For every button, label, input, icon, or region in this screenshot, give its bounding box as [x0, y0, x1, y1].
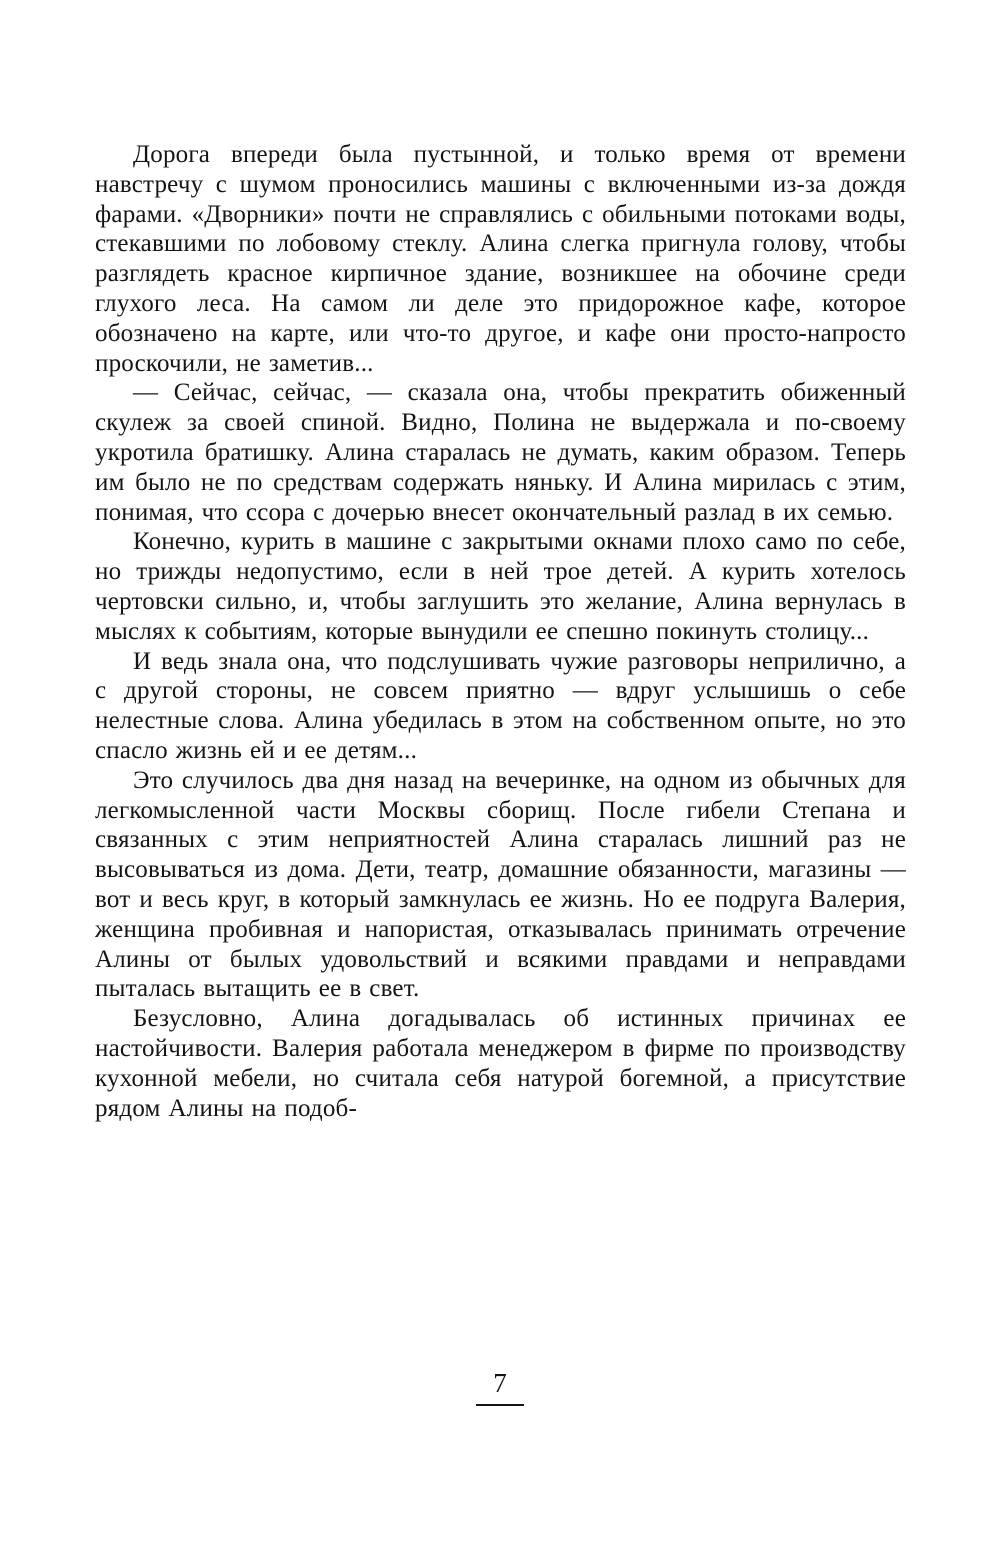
paragraph-3: Конечно, курить в машине с закрытыми окнами плохо само по себе, но трижды недопустимо, если в ней трое детей. А курить хотелось чертовски сильно, и, чтобы заглушить это желание, Алина вернулась в мыслях к событиям, которые вынудили ее спешно покинуть столицу...	[95, 528, 906, 645]
paragraph-6: Безусловно, Алина догадывалась об истинных причинах ее настойчивости. Валерия работала менеджером в фирме по производству кухонной мебели, но считала себя натурой богемной, а присутствие рядом Алины на подоб-	[95, 1005, 906, 1122]
paragraph-2: — Сейчас, сейчас, — сказала она, чтобы прекратить обиженный скулеж за своей спиной. Видно, Полина не выдержала и по-своему укротила братишку. Алина старалась не думать, каким образом. Теперь им было не по средствам содержать няньку. И Алина мирилась с этим, понимая, что ссора с дочерью внесет окончательный разлад в их семью.	[95, 379, 906, 526]
paragraph-5: Это случилось два дня назад на вечеринке, на одном из обычных для легкомысленной части Москвы сборищ. После гибели Степана и связанных с этим неприятностей Алина старалась лишний раз не высовываться из дома. Дети, театр, домашние обязанности, магазины — вот и весь круг, в который замкнулась ее жизнь. Но ее подруга Валерия, женщина пробивная и напористая, отказывалась принимать отречение Алины от былых удовольствий и всякими правдами и неправдами пыталась вытащить ее в свет.	[95, 766, 906, 1003]
page-footer	[0, 1368, 1000, 1406]
paragraph-4: И ведь знала она, что подслушивать чужие разговоры неприлично, а с другой стороны, не совсем приятно — вдруг услышишь о себе нелестные слова. Алина убедилась в этом на собственном опыте, но это спасло жизнь ей и ее детям...	[95, 647, 906, 764]
paragraph-1: Дорога впереди была пустынной, и только время от времени навстречу с шумом проносились машины с включенными из-за дождя фарами. «Дворники» почти не справлялись с обильными потоками воды, стекавшими по лобовому стеклу. Алина слегка пригнула голову, чтобы разглядеть красное кирпичное здание, возникшее на обочине среди глухого леса. На самом ли деле это придорожное кафе, которое обозначено на карте, или что-то другое, и кафе они просто-напросто проскочили, не заметив...	[95, 141, 906, 377]
page-number-rule	[476, 1404, 524, 1406]
page-number: 7	[493, 1368, 507, 1398]
text-block	[95, 140, 906, 1123]
